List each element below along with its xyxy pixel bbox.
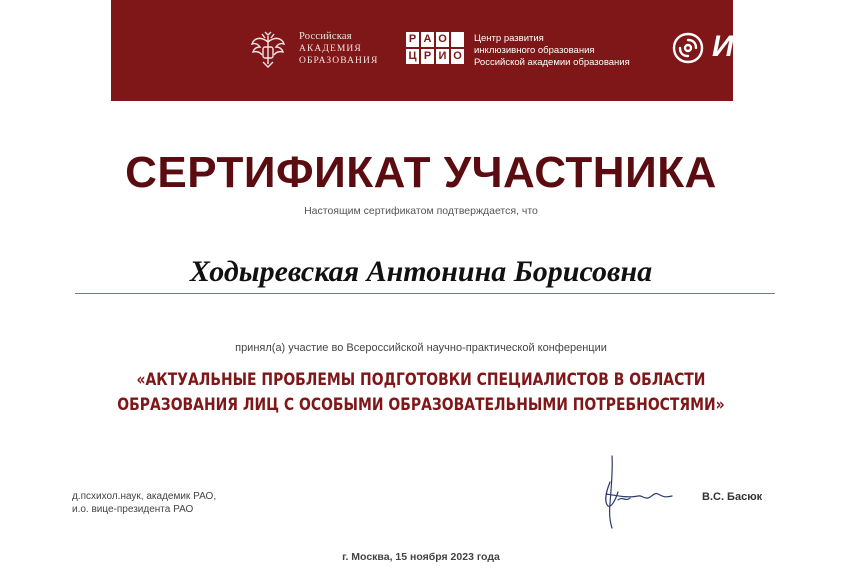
signatory-role-line1: д.псхихол.наук, академик РАО, <box>72 491 217 502</box>
center-logo-line3: Российской академии образования <box>474 57 630 68</box>
participation-text: принял(а) участие во Всероссийской научно-практической конференции <box>235 342 607 354</box>
rao-logo <box>249 28 389 72</box>
swirl-logo-icon <box>670 30 706 66</box>
letter-box: Р <box>421 49 434 64</box>
letter-box: О <box>436 32 449 47</box>
participant-name: Ходыревская Антонина Борисовна <box>189 255 653 288</box>
letter-box <box>451 32 464 47</box>
rao-crio-letter-boxes <box>406 32 464 64</box>
letter-box: О <box>451 49 464 64</box>
eagle-crest-icon <box>249 30 287 70</box>
inclusive-center-logo <box>406 32 656 72</box>
ikp-logo <box>670 28 820 68</box>
place-and-date: г. Москва, 15 ноября 2023 года <box>342 551 500 563</box>
signatory-role <box>72 490 216 516</box>
conference-title-line1: «АКТУАЛЬНЫЕ ПРОБЛЕМЫ ПОДГОТОВКИ СПЕЦИАЛИСТОВ В ОБЛАСТИ <box>136 370 706 390</box>
center-logo-line1: Центр развития <box>474 33 544 44</box>
letter-box: А <box>421 32 434 47</box>
center-logo-line2: инклюзивного образования <box>474 45 595 56</box>
certificate-subtitle: Настоящим сертификатом подтверждается, что <box>304 205 538 217</box>
rao-logo-line1: Российская <box>299 31 352 42</box>
handwritten-signature-icon <box>598 452 678 532</box>
rao-logo-line2: АКАДЕМИЯ <box>299 44 362 54</box>
conference-title-line2: ОБРАЗОВАНИЯ ЛИЦ С ОСОБЫМИ ОБРАЗОВАТЕЛЬНЫМИ ПОТРЕБНОСТЯМИ» <box>117 395 725 415</box>
header-banner <box>111 0 777 101</box>
letter-box: Ц <box>406 49 419 64</box>
name-underline <box>75 293 775 294</box>
signatory-name: В.С. Басюк <box>702 491 763 503</box>
rao-logo-line3: ОБРАЗОВАНИЯ <box>299 56 379 66</box>
conference-title <box>76 368 766 418</box>
ikp-logo-text: ИКП <box>712 30 777 63</box>
certificate-title: СЕРТИФИКАТ УЧАСТНИКА <box>125 148 717 197</box>
signatory-role-line2: и.о. вице-президента РАО <box>72 504 194 515</box>
letter-box: Р <box>406 32 419 47</box>
letter-box: И <box>436 49 449 64</box>
